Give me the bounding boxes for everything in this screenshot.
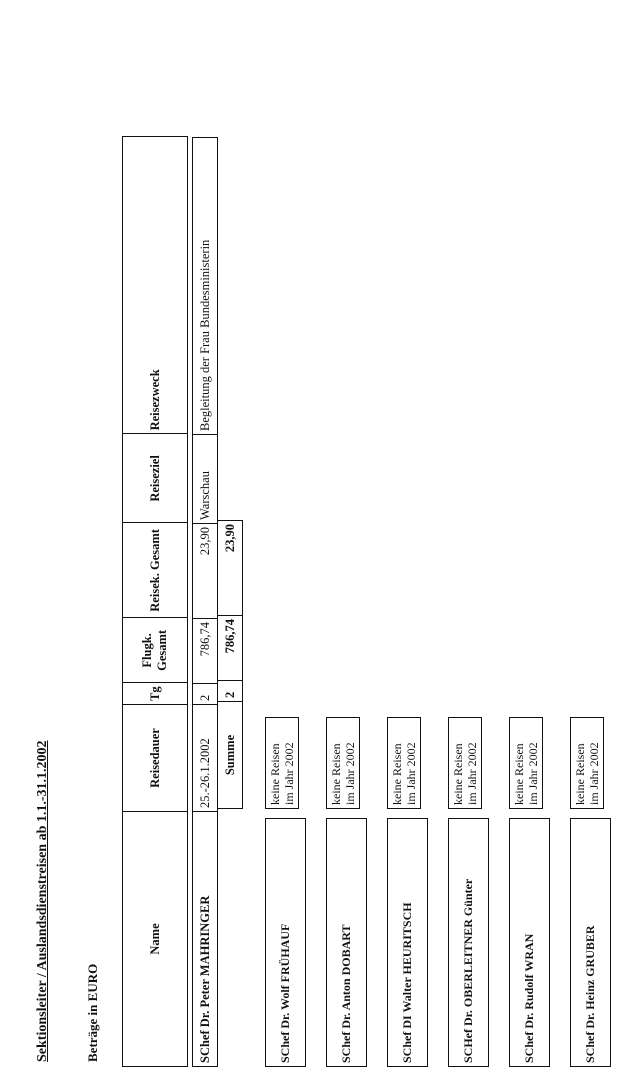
header-reisedauer: Reisedauer bbox=[123, 705, 188, 812]
no-trip-note: keine Reisen im Jahr 2002 bbox=[326, 717, 360, 809]
trip-name: SChef Dr. Peter MAHRINGER bbox=[193, 812, 218, 1067]
trip-row-table bbox=[192, 137, 218, 1067]
no-trip-note: keine Reisen im Jahr 2002 bbox=[448, 717, 482, 809]
no-trip-name: SChef Dr. Rudolf WRAN bbox=[509, 818, 550, 1067]
header-tg: Tg bbox=[123, 683, 188, 705]
no-trip-note: keine Reisen im Jahr 2002 bbox=[509, 717, 543, 809]
no-trip-note: keine Reisen im Jahr 2002 bbox=[265, 717, 299, 809]
currency-note: Beträge in EURO bbox=[85, 963, 100, 1062]
header-reisezweck: Reisezweck bbox=[123, 137, 188, 434]
summe-row bbox=[218, 521, 243, 809]
header-name: Name bbox=[123, 812, 188, 1067]
trip-reisezweck: Begleitung der Frau Bundesministerin bbox=[193, 138, 218, 435]
no-trip-name: SChef Dr. Heinz GRUBER bbox=[570, 818, 611, 1067]
header-reiseziel: Reiseziel bbox=[123, 434, 188, 523]
header-row bbox=[123, 137, 188, 1067]
table-row bbox=[193, 138, 218, 1067]
no-trip-name: SChef Dr. Anton DOBART bbox=[326, 818, 367, 1067]
trip-reiseziel: Warschau bbox=[193, 435, 218, 524]
header-flugk: Flugk. Gesamt bbox=[123, 618, 188, 683]
no-trip-note: keine Reisen im Jahr 2002 bbox=[570, 717, 604, 809]
summe-reisek: 23,90 bbox=[218, 521, 243, 616]
summe-flugk: 786,74 bbox=[218, 616, 243, 681]
trip-reisek: 23,90 bbox=[193, 524, 218, 619]
no-trip-name: SCHef Dr. OBERLEITNER Günter bbox=[448, 818, 489, 1067]
no-trip-name: SChef Dr. Wolf FRÜHAUF bbox=[265, 818, 306, 1067]
summe-tg: 2 bbox=[218, 681, 243, 702]
no-trip-name: SChef DI Walter HEURITSCH bbox=[387, 818, 428, 1067]
trip-flugk: 786,74 bbox=[193, 619, 218, 684]
page-title: Sektionsleiter / Auslandsdienstreisen ab 1.1.-31.1.2002 bbox=[35, 740, 50, 1062]
summe-table bbox=[217, 520, 243, 809]
header-reisek: Reisek. Gesamt bbox=[123, 523, 188, 618]
travel-table bbox=[122, 136, 188, 1067]
trip-tg: 2 bbox=[193, 684, 218, 705]
trip-reisedauer: 25.-26.1.2002 bbox=[193, 705, 218, 812]
summe-label: Summe bbox=[218, 702, 243, 809]
no-trip-note: keine Reisen im Jahr 2002 bbox=[387, 717, 421, 809]
